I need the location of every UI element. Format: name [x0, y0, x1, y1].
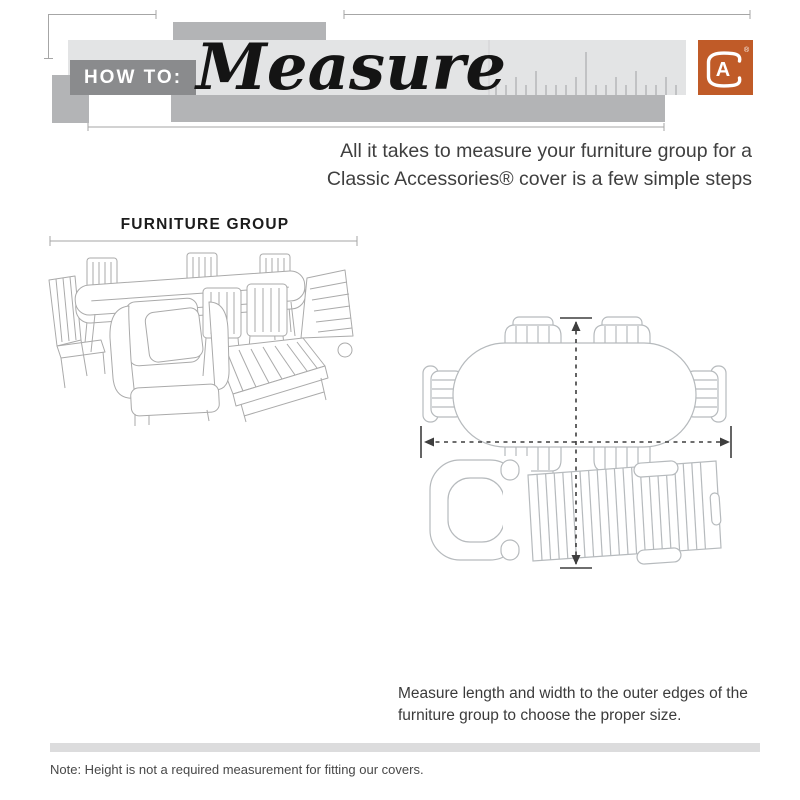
logo-registered-mark: ® — [744, 47, 750, 54]
footer-divider — [50, 743, 760, 752]
dimension-line-top-right — [344, 10, 750, 19]
top-down-diagram — [403, 305, 798, 585]
intro-text — [290, 137, 752, 193]
arrow-down-icon — [572, 555, 581, 565]
measure-caption-line-2: furniture group to choose the proper size. — [398, 706, 682, 724]
logo-monogram: A — [715, 59, 731, 81]
furniture-group-label: FURNITURE GROUP — [120, 216, 290, 233]
intro-line-1: All it takes to measure your furniture group for a — [340, 140, 752, 162]
arrow-left-icon — [424, 438, 434, 447]
measure-caption-line-1: Measure length and width to the outer edges of the — [398, 685, 748, 702]
measure-caption — [398, 683, 750, 726]
dimension-line-header-bottom — [88, 123, 664, 131]
topdown-chaise — [528, 460, 721, 564]
furniture-group-illustration — [35, 248, 365, 443]
ruler-ticks-icon — [486, 40, 686, 95]
armchair — [110, 298, 229, 426]
dimension-line-furniture-group — [50, 236, 357, 246]
topdown-armchair — [430, 456, 531, 564]
intro-line-2: Classic Accessories® cover is a few simple steps — [326, 168, 752, 190]
classic-accessories-logo — [698, 40, 753, 95]
topdown-table — [453, 343, 696, 447]
page-title-script: Measure — [196, 30, 507, 105]
footnote: Note: Height is not a required measurement for fitting our covers. — [50, 762, 424, 777]
arrow-right-icon — [720, 438, 730, 447]
howto-badge: HOW TO: — [70, 60, 196, 95]
arrow-up-icon — [572, 321, 581, 331]
